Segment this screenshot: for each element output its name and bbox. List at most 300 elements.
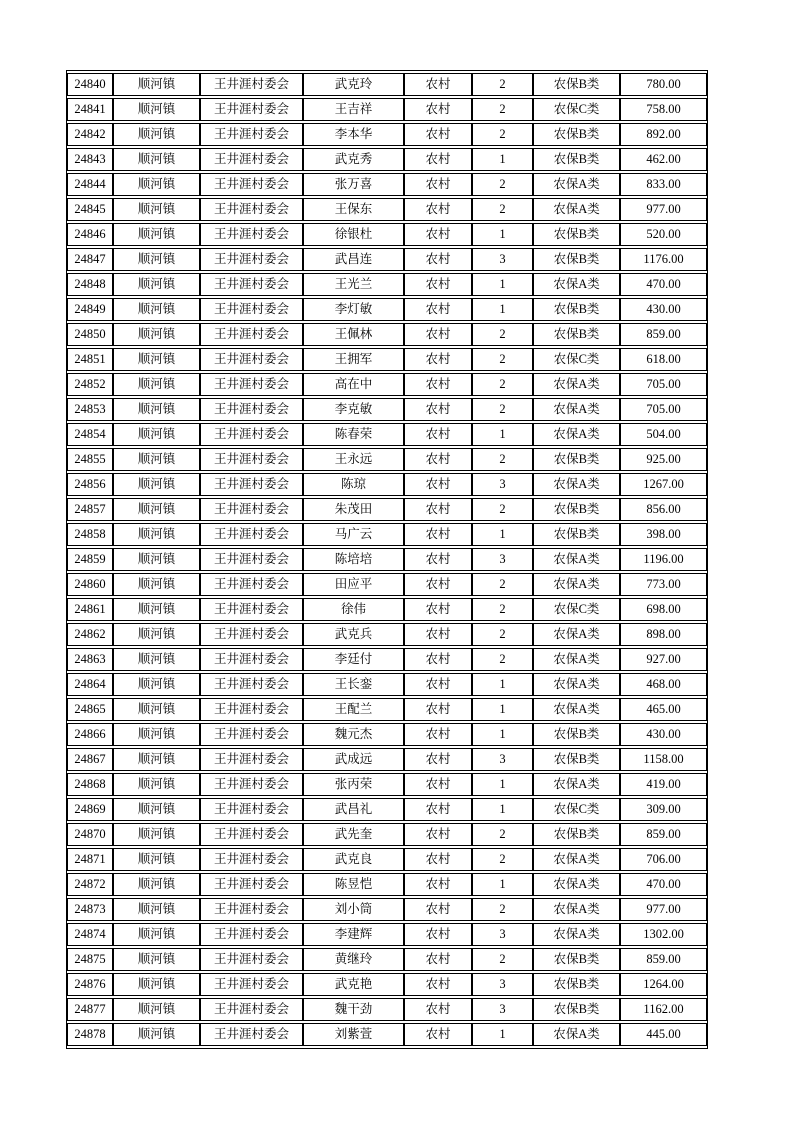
cell-serial-number: 24869 xyxy=(67,798,113,821)
cell-serial-number: 24860 xyxy=(67,573,113,596)
cell-town: 顺河镇 xyxy=(113,973,200,996)
cell-amount: 859.00 xyxy=(620,948,707,971)
cell-serial-number: 24848 xyxy=(67,273,113,296)
cell-insurance-category: 农保A类 xyxy=(533,923,620,946)
cell-insurance-category: 农保A类 xyxy=(533,373,620,396)
cell-amount: 430.00 xyxy=(620,298,707,321)
cell-person-name: 魏元杰 xyxy=(303,723,404,746)
cell-person-name: 武克良 xyxy=(303,848,404,871)
cell-person-count: 1 xyxy=(472,148,533,171)
table-row xyxy=(67,548,707,571)
cell-person-name: 刘紫萱 xyxy=(303,1023,404,1046)
cell-town: 顺河镇 xyxy=(113,123,200,146)
cell-insurance-category: 农保B类 xyxy=(533,973,620,996)
cell-village-committee: 王井涯村委会 xyxy=(200,623,303,646)
cell-village-committee: 王井涯村委会 xyxy=(200,873,303,896)
cell-amount: 419.00 xyxy=(620,773,707,796)
cell-person-count: 2 xyxy=(472,98,533,121)
cell-residence-type: 农村 xyxy=(404,698,472,721)
cell-person-name: 武克玲 xyxy=(303,73,404,96)
cell-residence-type: 农村 xyxy=(404,773,472,796)
cell-town: 顺河镇 xyxy=(113,498,200,521)
cell-person-name: 武昌礼 xyxy=(303,798,404,821)
cell-residence-type: 农村 xyxy=(404,348,472,371)
cell-amount: 470.00 xyxy=(620,273,707,296)
cell-amount: 856.00 xyxy=(620,498,707,521)
cell-person-name: 黄继玲 xyxy=(303,948,404,971)
cell-residence-type: 农村 xyxy=(404,448,472,471)
cell-village-committee: 王井涯村委会 xyxy=(200,1023,303,1046)
cell-insurance-category: 农保B类 xyxy=(533,248,620,271)
cell-village-committee: 王井涯村委会 xyxy=(200,398,303,421)
cell-town: 顺河镇 xyxy=(113,398,200,421)
cell-serial-number: 24859 xyxy=(67,548,113,571)
cell-person-name: 李本华 xyxy=(303,123,404,146)
cell-serial-number: 24857 xyxy=(67,498,113,521)
cell-serial-number: 24841 xyxy=(67,98,113,121)
cell-person-count: 1 xyxy=(472,873,533,896)
cell-town: 顺河镇 xyxy=(113,473,200,496)
cell-insurance-category: 农保A类 xyxy=(533,548,620,571)
cell-amount: 833.00 xyxy=(620,173,707,196)
cell-person-name: 朱茂田 xyxy=(303,498,404,521)
cell-person-name: 张万喜 xyxy=(303,173,404,196)
cell-town: 顺河镇 xyxy=(113,423,200,446)
table-row xyxy=(67,298,707,321)
table-row xyxy=(67,173,707,196)
cell-town: 顺河镇 xyxy=(113,323,200,346)
cell-amount: 504.00 xyxy=(620,423,707,446)
cell-amount: 780.00 xyxy=(620,73,707,96)
cell-serial-number: 24874 xyxy=(67,923,113,946)
table-row xyxy=(67,798,707,821)
cell-insurance-category: 农保A类 xyxy=(533,873,620,896)
cell-insurance-category: 农保B类 xyxy=(533,948,620,971)
cell-amount: 1264.00 xyxy=(620,973,707,996)
cell-town: 顺河镇 xyxy=(113,298,200,321)
cell-village-committee: 王井涯村委会 xyxy=(200,423,303,446)
cell-amount: 898.00 xyxy=(620,623,707,646)
cell-person-count: 3 xyxy=(472,973,533,996)
beneficiary-table xyxy=(66,70,708,1049)
cell-village-committee: 王井涯村委会 xyxy=(200,223,303,246)
cell-insurance-category: 农保A类 xyxy=(533,423,620,446)
cell-serial-number: 24863 xyxy=(67,648,113,671)
cell-insurance-category: 农保A类 xyxy=(533,673,620,696)
table-row xyxy=(67,973,707,996)
table-row xyxy=(67,73,707,96)
table-row xyxy=(67,773,707,796)
cell-village-committee: 王井涯村委会 xyxy=(200,473,303,496)
cell-serial-number: 24840 xyxy=(67,73,113,96)
cell-village-committee: 王井涯村委会 xyxy=(200,298,303,321)
cell-town: 顺河镇 xyxy=(113,448,200,471)
cell-person-name: 高在中 xyxy=(303,373,404,396)
table-row xyxy=(67,1023,707,1046)
cell-person-count: 1 xyxy=(472,423,533,446)
cell-person-count: 3 xyxy=(472,248,533,271)
cell-serial-number: 24843 xyxy=(67,148,113,171)
cell-insurance-category: 农保A类 xyxy=(533,198,620,221)
cell-residence-type: 农村 xyxy=(404,873,472,896)
cell-serial-number: 24846 xyxy=(67,223,113,246)
table-row xyxy=(67,448,707,471)
cell-serial-number: 24877 xyxy=(67,998,113,1021)
cell-person-name: 王长銮 xyxy=(303,673,404,696)
cell-amount: 977.00 xyxy=(620,898,707,921)
cell-person-count: 1 xyxy=(472,273,533,296)
table-row xyxy=(67,673,707,696)
cell-residence-type: 农村 xyxy=(404,573,472,596)
table-row xyxy=(67,998,707,1021)
table-row xyxy=(67,873,707,896)
cell-amount: 1302.00 xyxy=(620,923,707,946)
cell-village-committee: 王井涯村委会 xyxy=(200,698,303,721)
cell-village-committee: 王井涯村委会 xyxy=(200,73,303,96)
cell-town: 顺河镇 xyxy=(113,548,200,571)
cell-village-committee: 王井涯村委会 xyxy=(200,123,303,146)
cell-town: 顺河镇 xyxy=(113,273,200,296)
cell-village-committee: 王井涯村委会 xyxy=(200,998,303,1021)
table-row xyxy=(67,723,707,746)
cell-insurance-category: 农保C类 xyxy=(533,598,620,621)
cell-residence-type: 农村 xyxy=(404,898,472,921)
cell-residence-type: 农村 xyxy=(404,148,472,171)
cell-amount: 705.00 xyxy=(620,373,707,396)
cell-person-name: 李灯敏 xyxy=(303,298,404,321)
cell-amount: 927.00 xyxy=(620,648,707,671)
cell-village-committee: 王井涯村委会 xyxy=(200,823,303,846)
cell-person-name: 李廷付 xyxy=(303,648,404,671)
table-row xyxy=(67,823,707,846)
cell-residence-type: 农村 xyxy=(404,323,472,346)
cell-insurance-category: 农保A类 xyxy=(533,698,620,721)
cell-insurance-category: 农保B类 xyxy=(533,448,620,471)
cell-residence-type: 农村 xyxy=(404,823,472,846)
table-row xyxy=(67,573,707,596)
cell-amount: 445.00 xyxy=(620,1023,707,1046)
cell-person-name: 武成远 xyxy=(303,748,404,771)
cell-serial-number: 24847 xyxy=(67,248,113,271)
cell-amount: 462.00 xyxy=(620,148,707,171)
table-row xyxy=(67,423,707,446)
cell-amount: 758.00 xyxy=(620,98,707,121)
table-row xyxy=(67,123,707,146)
cell-serial-number: 24875 xyxy=(67,948,113,971)
cell-residence-type: 农村 xyxy=(404,598,472,621)
table-row xyxy=(67,648,707,671)
cell-serial-number: 24844 xyxy=(67,173,113,196)
cell-amount: 706.00 xyxy=(620,848,707,871)
cell-person-count: 2 xyxy=(472,498,533,521)
cell-insurance-category: 农保B类 xyxy=(533,498,620,521)
cell-town: 顺河镇 xyxy=(113,748,200,771)
cell-town: 顺河镇 xyxy=(113,1023,200,1046)
cell-person-name: 马广云 xyxy=(303,523,404,546)
cell-person-count: 2 xyxy=(472,73,533,96)
cell-town: 顺河镇 xyxy=(113,173,200,196)
cell-village-committee: 王井涯村委会 xyxy=(200,923,303,946)
cell-village-committee: 王井涯村委会 xyxy=(200,673,303,696)
table-row xyxy=(67,98,707,121)
cell-insurance-category: 农保C类 xyxy=(533,798,620,821)
cell-village-committee: 王井涯村委会 xyxy=(200,573,303,596)
cell-residence-type: 农村 xyxy=(404,523,472,546)
cell-town: 顺河镇 xyxy=(113,623,200,646)
cell-town: 顺河镇 xyxy=(113,98,200,121)
cell-town: 顺河镇 xyxy=(113,698,200,721)
cell-serial-number: 24865 xyxy=(67,698,113,721)
cell-residence-type: 农村 xyxy=(404,1023,472,1046)
cell-person-name: 陈春荣 xyxy=(303,423,404,446)
cell-person-count: 2 xyxy=(472,173,533,196)
cell-insurance-category: 农保B类 xyxy=(533,123,620,146)
cell-amount: 520.00 xyxy=(620,223,707,246)
cell-village-committee: 王井涯村委会 xyxy=(200,523,303,546)
cell-insurance-category: 农保A类 xyxy=(533,1023,620,1046)
cell-insurance-category: 农保B类 xyxy=(533,73,620,96)
table-body xyxy=(67,73,707,1046)
table-row xyxy=(67,948,707,971)
cell-town: 顺河镇 xyxy=(113,73,200,96)
cell-person-name: 张丙荣 xyxy=(303,773,404,796)
cell-insurance-category: 农保A类 xyxy=(533,398,620,421)
cell-serial-number: 24870 xyxy=(67,823,113,846)
cell-residence-type: 农村 xyxy=(404,223,472,246)
cell-town: 顺河镇 xyxy=(113,523,200,546)
cell-person-name: 王永远 xyxy=(303,448,404,471)
cell-insurance-category: 农保A类 xyxy=(533,848,620,871)
cell-village-committee: 王井涯村委会 xyxy=(200,448,303,471)
cell-town: 顺河镇 xyxy=(113,198,200,221)
cell-person-name: 田应平 xyxy=(303,573,404,596)
table-row xyxy=(67,923,707,946)
cell-serial-number: 24862 xyxy=(67,623,113,646)
cell-serial-number: 24861 xyxy=(67,598,113,621)
cell-person-count: 2 xyxy=(472,623,533,646)
cell-person-count: 2 xyxy=(472,348,533,371)
cell-person-name: 徐伟 xyxy=(303,598,404,621)
cell-person-count: 2 xyxy=(472,123,533,146)
cell-person-count: 2 xyxy=(472,448,533,471)
cell-person-count: 1 xyxy=(472,798,533,821)
cell-person-count: 3 xyxy=(472,748,533,771)
cell-person-count: 2 xyxy=(472,898,533,921)
cell-insurance-category: 农保B类 xyxy=(533,148,620,171)
cell-residence-type: 农村 xyxy=(404,798,472,821)
cell-amount: 698.00 xyxy=(620,598,707,621)
cell-residence-type: 农村 xyxy=(404,923,472,946)
cell-insurance-category: 农保B类 xyxy=(533,998,620,1021)
cell-serial-number: 24866 xyxy=(67,723,113,746)
cell-village-committee: 王井涯村委会 xyxy=(200,148,303,171)
cell-serial-number: 24876 xyxy=(67,973,113,996)
cell-person-count: 2 xyxy=(472,198,533,221)
cell-person-name: 王光兰 xyxy=(303,273,404,296)
cell-person-count: 1 xyxy=(472,773,533,796)
cell-village-committee: 王井涯村委会 xyxy=(200,98,303,121)
cell-village-committee: 王井涯村委会 xyxy=(200,748,303,771)
cell-village-committee: 王井涯村委会 xyxy=(200,323,303,346)
cell-serial-number: 24878 xyxy=(67,1023,113,1046)
cell-serial-number: 24867 xyxy=(67,748,113,771)
cell-amount: 859.00 xyxy=(620,823,707,846)
cell-village-committee: 王井涯村委会 xyxy=(200,273,303,296)
cell-village-committee: 王井涯村委会 xyxy=(200,798,303,821)
cell-person-name: 王吉祥 xyxy=(303,98,404,121)
cell-residence-type: 农村 xyxy=(404,673,472,696)
cell-serial-number: 24873 xyxy=(67,898,113,921)
cell-amount: 1158.00 xyxy=(620,748,707,771)
cell-residence-type: 农村 xyxy=(404,548,472,571)
cell-residence-type: 农村 xyxy=(404,648,472,671)
cell-insurance-category: 农保B类 xyxy=(533,748,620,771)
cell-town: 顺河镇 xyxy=(113,948,200,971)
cell-residence-type: 农村 xyxy=(404,473,472,496)
cell-residence-type: 农村 xyxy=(404,373,472,396)
cell-residence-type: 农村 xyxy=(404,848,472,871)
cell-residence-type: 农村 xyxy=(404,723,472,746)
cell-residence-type: 农村 xyxy=(404,173,472,196)
cell-insurance-category: 农保C类 xyxy=(533,98,620,121)
cell-insurance-category: 农保A类 xyxy=(533,648,620,671)
cell-person-name: 陈培培 xyxy=(303,548,404,571)
cell-person-name: 王佩林 xyxy=(303,323,404,346)
cell-person-count: 3 xyxy=(472,923,533,946)
cell-town: 顺河镇 xyxy=(113,148,200,171)
table-row xyxy=(67,848,707,871)
cell-amount: 773.00 xyxy=(620,573,707,596)
cell-person-count: 3 xyxy=(472,998,533,1021)
cell-insurance-category: 农保A类 xyxy=(533,573,620,596)
cell-person-name: 徐银杜 xyxy=(303,223,404,246)
cell-town: 顺河镇 xyxy=(113,223,200,246)
cell-person-count: 1 xyxy=(472,723,533,746)
cell-village-committee: 王井涯村委会 xyxy=(200,248,303,271)
table-row xyxy=(67,398,707,421)
cell-village-committee: 王井涯村委会 xyxy=(200,348,303,371)
cell-person-name: 武先奎 xyxy=(303,823,404,846)
cell-serial-number: 24858 xyxy=(67,523,113,546)
table-row xyxy=(67,523,707,546)
table-row xyxy=(67,323,707,346)
cell-residence-type: 农村 xyxy=(404,973,472,996)
cell-insurance-category: 农保A类 xyxy=(533,173,620,196)
cell-person-count: 2 xyxy=(472,948,533,971)
cell-village-committee: 王井涯村委会 xyxy=(200,548,303,571)
table-row xyxy=(67,898,707,921)
table-row xyxy=(67,198,707,221)
cell-person-name: 武克秀 xyxy=(303,148,404,171)
cell-person-count: 1 xyxy=(472,673,533,696)
cell-person-name: 王配兰 xyxy=(303,698,404,721)
cell-residence-type: 农村 xyxy=(404,123,472,146)
cell-person-name: 武克兵 xyxy=(303,623,404,646)
cell-village-committee: 王井涯村委会 xyxy=(200,773,303,796)
cell-serial-number: 24853 xyxy=(67,398,113,421)
cell-serial-number: 24842 xyxy=(67,123,113,146)
cell-village-committee: 王井涯村委会 xyxy=(200,373,303,396)
cell-insurance-category: 农保A类 xyxy=(533,273,620,296)
cell-town: 顺河镇 xyxy=(113,798,200,821)
cell-person-count: 2 xyxy=(472,598,533,621)
cell-amount: 470.00 xyxy=(620,873,707,896)
cell-person-count: 2 xyxy=(472,648,533,671)
cell-amount: 1176.00 xyxy=(620,248,707,271)
cell-residence-type: 农村 xyxy=(404,748,472,771)
cell-serial-number: 24849 xyxy=(67,298,113,321)
cell-person-name: 陈琼 xyxy=(303,473,404,496)
cell-person-name: 王保东 xyxy=(303,198,404,221)
cell-town: 顺河镇 xyxy=(113,848,200,871)
cell-serial-number: 24850 xyxy=(67,323,113,346)
cell-amount: 859.00 xyxy=(620,323,707,346)
cell-town: 顺河镇 xyxy=(113,823,200,846)
cell-serial-number: 24856 xyxy=(67,473,113,496)
cell-town: 顺河镇 xyxy=(113,248,200,271)
cell-serial-number: 24872 xyxy=(67,873,113,896)
cell-person-name: 武昌连 xyxy=(303,248,404,271)
cell-person-count: 1 xyxy=(472,298,533,321)
cell-serial-number: 24854 xyxy=(67,423,113,446)
cell-serial-number: 24851 xyxy=(67,348,113,371)
cell-insurance-category: 农保B类 xyxy=(533,823,620,846)
cell-person-count: 1 xyxy=(472,223,533,246)
cell-person-count: 1 xyxy=(472,698,533,721)
cell-residence-type: 农村 xyxy=(404,298,472,321)
cell-person-count: 2 xyxy=(472,373,533,396)
cell-town: 顺河镇 xyxy=(113,673,200,696)
cell-amount: 430.00 xyxy=(620,723,707,746)
cell-town: 顺河镇 xyxy=(113,648,200,671)
table-row xyxy=(67,273,707,296)
cell-person-count: 2 xyxy=(472,398,533,421)
table-row xyxy=(67,223,707,246)
cell-town: 顺河镇 xyxy=(113,998,200,1021)
cell-residence-type: 农村 xyxy=(404,623,472,646)
cell-person-name: 刘小筒 xyxy=(303,898,404,921)
cell-village-committee: 王井涯村委会 xyxy=(200,848,303,871)
cell-residence-type: 农村 xyxy=(404,248,472,271)
cell-amount: 398.00 xyxy=(620,523,707,546)
cell-insurance-category: 农保B类 xyxy=(533,723,620,746)
cell-person-name: 陈昱恺 xyxy=(303,873,404,896)
cell-person-count: 1 xyxy=(472,523,533,546)
cell-town: 顺河镇 xyxy=(113,373,200,396)
table-row xyxy=(67,348,707,371)
table-row xyxy=(67,698,707,721)
cell-residence-type: 农村 xyxy=(404,273,472,296)
cell-insurance-category: 农保C类 xyxy=(533,348,620,371)
cell-person-count: 2 xyxy=(472,848,533,871)
table-row xyxy=(67,248,707,271)
cell-residence-type: 农村 xyxy=(404,498,472,521)
cell-person-name: 李克敏 xyxy=(303,398,404,421)
cell-insurance-category: 农保B类 xyxy=(533,298,620,321)
table-row xyxy=(67,748,707,771)
cell-village-committee: 王井涯村委会 xyxy=(200,898,303,921)
cell-person-count: 1 xyxy=(472,1023,533,1046)
cell-person-count: 2 xyxy=(472,573,533,596)
cell-person-count: 3 xyxy=(472,548,533,571)
cell-serial-number: 24855 xyxy=(67,448,113,471)
cell-amount: 925.00 xyxy=(620,448,707,471)
cell-residence-type: 农村 xyxy=(404,398,472,421)
cell-town: 顺河镇 xyxy=(113,573,200,596)
cell-village-committee: 王井涯村委会 xyxy=(200,648,303,671)
cell-person-name: 武克艳 xyxy=(303,973,404,996)
cell-village-committee: 王井涯村委会 xyxy=(200,198,303,221)
